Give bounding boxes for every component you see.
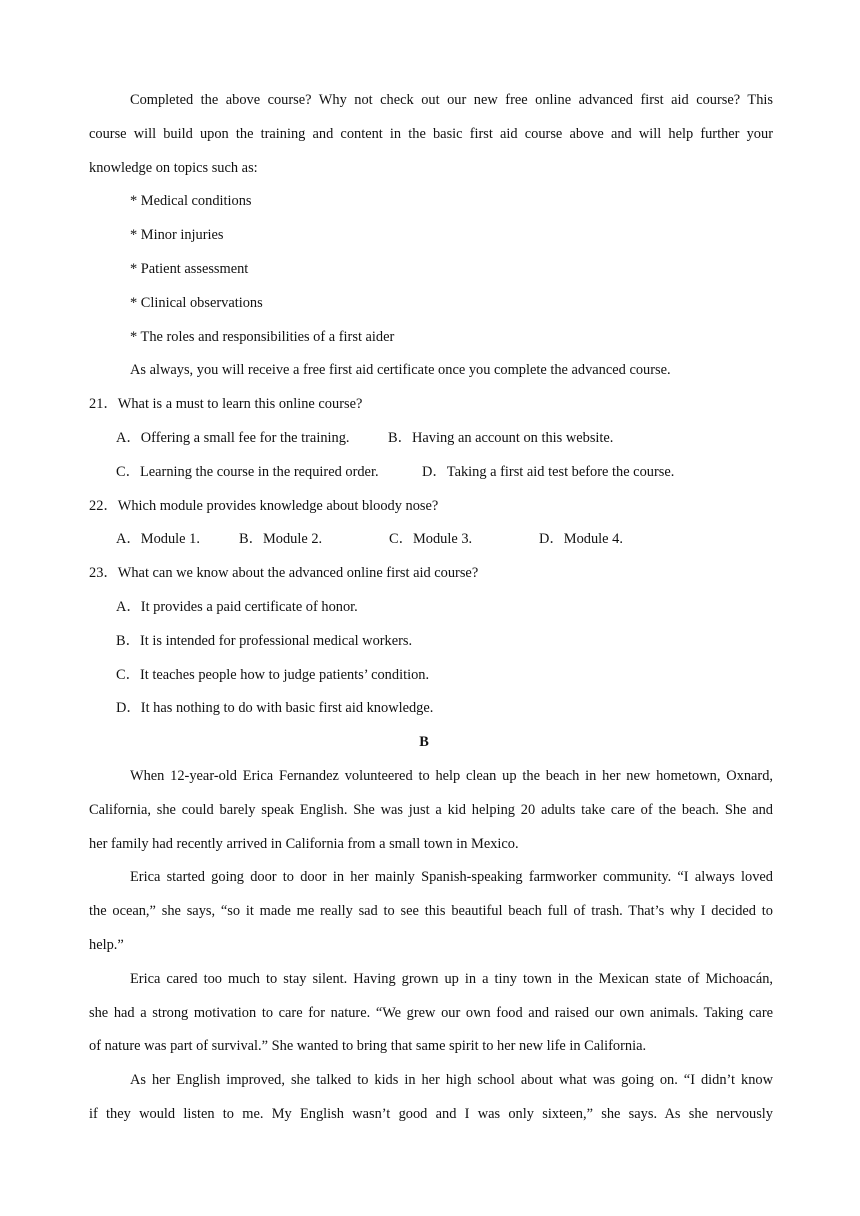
question-22-options-row: [89, 523, 773, 557]
intro-paragraph-line: knowledge on topics such as:: [89, 159, 258, 176]
option-b: B．It is intended for professional medical workers.: [116, 632, 413, 649]
option-a: A．Offering a small fee for the training.: [116, 429, 350, 446]
section-heading: B: [419, 734, 429, 751]
topic-bullet: * Patient assessment: [130, 260, 249, 277]
topic-bullet: * Clinical observations: [130, 294, 263, 311]
option-c: C．Learning the course in the required order.: [116, 463, 379, 480]
passage-line: of nature was part of survival.” She wanted to bring that same spirit to her new life in California.: [89, 1038, 647, 1055]
passage-line: help.”: [89, 936, 124, 953]
option-d: D．Module 4.: [539, 531, 623, 548]
passage-line: Erica started going door to door in her mainly Spanish-speaking farmworker community. “I always loved: [130, 869, 773, 886]
option-c: C．It teaches people how to judge patients’ condition.: [116, 666, 430, 683]
passage-line: her family had recently arrived in California from a small town in Mexico.: [89, 835, 519, 852]
passage-line: When 12-year-old Erica Fernandez volunteered to help clean up the beach in her new hometown, Oxnard,: [130, 767, 773, 784]
question-21-stem: 21．What is a must to learn this online course?: [89, 396, 363, 413]
option-d: D．Taking a first aid test before the course.: [422, 463, 675, 480]
passage-line: As her English improved, she talked to kids in her high school about what was going on. “I didn’t know: [130, 1072, 773, 1089]
option-a: A．Module 1.: [116, 531, 200, 548]
document-page: [89, 84, 773, 1132]
intro-paragraph-line: Completed the above course? Why not check out our new free online advanced first aid course? This: [130, 92, 773, 108]
passage-line: if they would listen to me. My English wasn’t good and I was only sixteen,” she says. As she nervously: [89, 1105, 773, 1122]
option-b: B．Module 2.: [239, 531, 323, 548]
question-21-options-row: [89, 456, 773, 490]
topic-bullet: * The roles and responsibilities of a first aider: [130, 328, 395, 345]
intro-paragraph-line: course will build upon the training and content in the basic first aid course above and will help further your: [89, 125, 773, 142]
topic-bullet: * Minor injuries: [130, 227, 224, 244]
question-21-options-row: [89, 422, 773, 456]
option-b: B．Having an account on this website.: [388, 429, 614, 446]
closing-sentence: As always, you will receive a free first aid certificate once you complete the advanced course.: [130, 362, 671, 379]
question-22-stem: 22．Which module provides knowledge about bloody nose?: [89, 497, 439, 514]
passage-line: she had a strong motivation to care for nature. “We grew our own food and raised our own animals. Taking care: [89, 1004, 773, 1021]
question-23-stem: 23．What can we know about the advanced online first aid course?: [89, 565, 479, 582]
passage-line: Erica cared too much to stay silent. Having grown up in a tiny town in the Mexican state of Michoacán,: [130, 970, 773, 987]
passage-line: California, she could barely speak English. She was just a kid helping 20 adults take care of the beach. She and: [89, 801, 773, 818]
passage-line: the ocean,” she says, “so it made me really sad to see this beautiful beach full of trash. That’s why I decided to: [89, 903, 773, 920]
option-d: D．It has nothing to do with basic first aid knowledge.: [116, 700, 434, 717]
topic-bullet: * Medical conditions: [130, 193, 252, 210]
option-a: A．It provides a paid certificate of honor.: [116, 598, 358, 615]
option-c: C．Module 3.: [389, 531, 473, 548]
